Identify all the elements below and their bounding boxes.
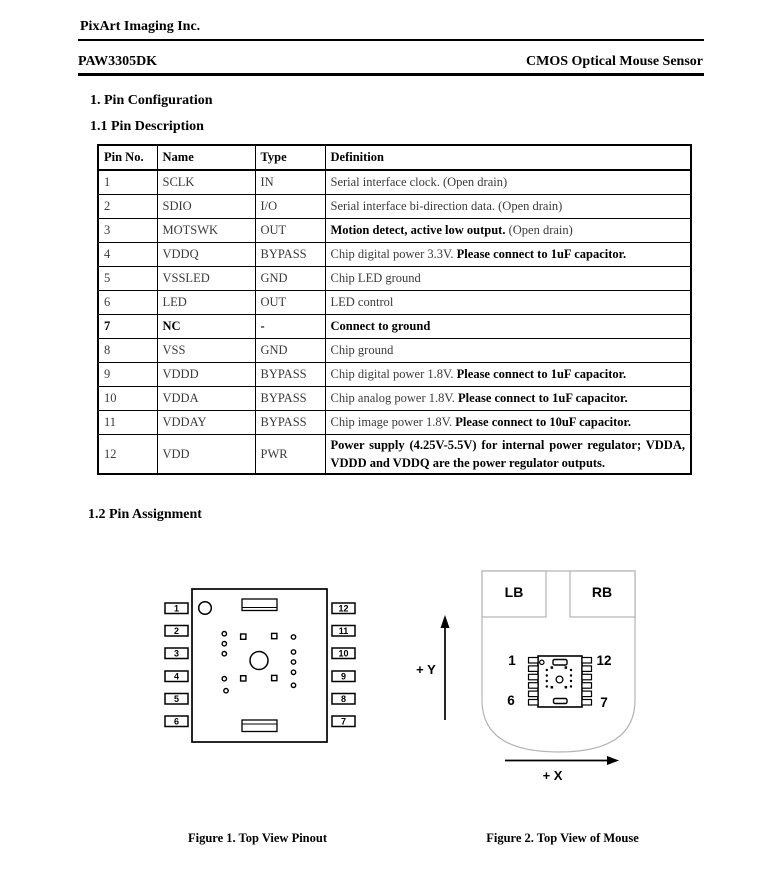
table-row: [98, 435, 691, 475]
definition-cell: Serial interface bi-direction data. (Open drain): [325, 195, 691, 219]
table-cell: OUT: [255, 291, 325, 315]
table-row: [98, 243, 691, 267]
pin-label: 7: [340, 716, 347, 727]
figure2-top-view-of-mouse: [400, 560, 670, 792]
part-number: PAW3305DK: [78, 54, 158, 69]
column-header-definition: Definition: [325, 145, 691, 170]
table-cell: -: [255, 315, 325, 339]
definition-cell: LED control: [325, 291, 691, 315]
company-name: PixArt Imaging Inc.: [80, 19, 201, 34]
definition-cell: Chip LED ground: [325, 267, 691, 291]
definition-cell: Connect to ground: [325, 315, 691, 339]
table-row: [98, 291, 691, 315]
right-pin-boxes: [332, 603, 355, 727]
sensor-chip: [529, 656, 592, 707]
table-cell: VDDD: [157, 363, 255, 387]
column-header-type: Type: [255, 145, 325, 170]
header-rule-top: [78, 39, 704, 41]
table-row: [98, 363, 691, 387]
pin-label: 11: [338, 626, 349, 636]
table-cell: SCLK: [157, 170, 255, 195]
table-cell: 5: [98, 267, 157, 291]
section-title-pin-configuration: 1. Pin Configuration: [90, 93, 213, 108]
column-header-pin-no: Pin No.: [98, 145, 157, 170]
left-pin-boxes: [165, 603, 188, 727]
table-cell: I/O: [255, 195, 325, 219]
right-button-label: RB: [591, 584, 613, 600]
table-cell: SDIO: [157, 195, 255, 219]
pin-label: 9: [340, 671, 347, 682]
table-cell: 10: [98, 387, 157, 411]
pin-label: 3: [173, 648, 180, 659]
table-row: [98, 411, 691, 435]
y-axis-arrow: [441, 615, 450, 720]
x-axis-arrow: [505, 756, 619, 765]
figure1-top-view-pinout: [150, 578, 365, 750]
table-cell: 3: [98, 219, 157, 243]
pin-label: 10: [338, 648, 349, 659]
table-cell: LED: [157, 291, 255, 315]
table-cell: BYPASS: [255, 411, 325, 435]
table-row: [98, 170, 691, 195]
chip-pin-label-7: 7: [600, 695, 608, 710]
pin-label: 1: [173, 603, 180, 614]
table-cell: 4: [98, 243, 157, 267]
table-row: [98, 387, 691, 411]
definition-cell: Chip image power 1.8V. Please connect to 10uF capacitor.: [325, 411, 691, 435]
table-cell: VDD: [157, 435, 255, 475]
definition-cell: Chip ground: [325, 339, 691, 363]
table-cell: BYPASS: [255, 363, 325, 387]
table-cell: 2: [98, 195, 157, 219]
x-axis-label: + X: [542, 768, 563, 783]
table-cell: PWR: [255, 435, 325, 475]
pin-label: 12: [338, 603, 349, 614]
section-title-pin-assignment: 1.2 Pin Assignment: [88, 507, 202, 522]
left-button-label: LB: [504, 584, 524, 600]
table-row: [98, 195, 691, 219]
table-cell: 6: [98, 291, 157, 315]
table-cell: GND: [255, 267, 325, 291]
chip-outline: [192, 589, 327, 742]
section-title-pin-description: 1.1 Pin Description: [90, 119, 204, 134]
table-cell: 8: [98, 339, 157, 363]
table-row: [98, 315, 691, 339]
table-header-row: [98, 145, 691, 170]
pin-label: 4: [173, 671, 180, 682]
figure1-caption: Figure 1. Top View Pinout: [187, 831, 328, 845]
table-row: [98, 267, 691, 291]
chip-outline: [538, 656, 582, 707]
pin-table-body: [98, 170, 691, 474]
table-cell: BYPASS: [255, 387, 325, 411]
y-axis-label: + Y: [416, 662, 436, 677]
definition-cell: Power supply (4.25V-5.5V) for internal power regulator; VDDA, VDDD and VDDQ are the power regulator outputs.: [325, 435, 691, 475]
table-cell: IN: [255, 170, 325, 195]
definition-cell: Serial interface clock. (Open drain): [325, 170, 691, 195]
pin-label: 8: [340, 694, 347, 704]
table-cell: BYPASS: [255, 243, 325, 267]
table-row: [98, 339, 691, 363]
definition-cell: Motion detect, active low output. (Open drain): [325, 219, 691, 243]
definition-cell: Chip digital power 3.3V. Please connect to 1uF capacitor.: [325, 243, 691, 267]
table-cell: MOTSWK: [157, 219, 255, 243]
chip-pin-label-6: 6: [507, 693, 515, 708]
table-cell: VDDQ: [157, 243, 255, 267]
definition-cell: Chip analog power 1.8V. Please connect to 1uF capacitor.: [325, 387, 691, 411]
table-cell: VSS: [157, 339, 255, 363]
table-cell: 7: [98, 315, 157, 339]
pin-description-table: [97, 144, 692, 475]
header-rule-bottom: [78, 73, 704, 76]
table-cell: 9: [98, 363, 157, 387]
pin-label: 6: [173, 716, 180, 727]
column-header-name: Name: [157, 145, 255, 170]
table-cell: GND: [255, 339, 325, 363]
chip-pin-label-1: 1: [508, 653, 516, 668]
table-row: [98, 219, 691, 243]
table-cell: 11: [98, 411, 157, 435]
table-cell: OUT: [255, 219, 325, 243]
table-cell: VDDAY: [157, 411, 255, 435]
table-cell: NC: [157, 315, 255, 339]
figure2-caption: Figure 2. Top View of Mouse: [486, 831, 639, 845]
pin-label: 5: [173, 694, 180, 704]
product-name: CMOS Optical Mouse Sensor: [526, 54, 703, 69]
table-cell: VDDA: [157, 387, 255, 411]
pin-label: 2: [173, 626, 180, 636]
definition-cell: Chip digital power 1.8V. Please connect to 1uF capacitor.: [325, 363, 691, 387]
table-cell: 1: [98, 170, 157, 195]
table-cell: 12: [98, 435, 157, 475]
chip-pin-label-12: 12: [596, 653, 612, 668]
table-cell: VSSLED: [157, 267, 255, 291]
